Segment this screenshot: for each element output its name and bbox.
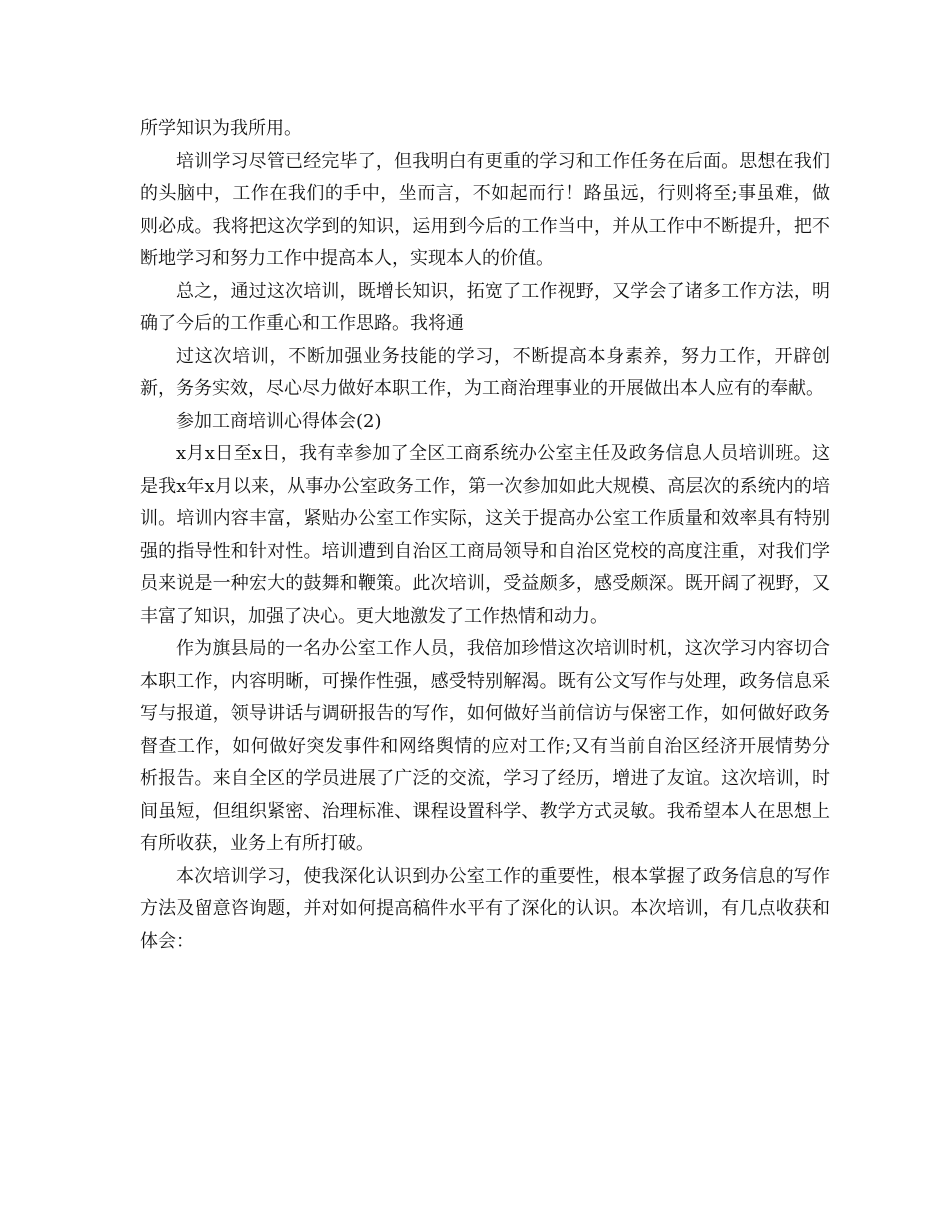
paragraph-2: 培训学习尽管已经完毕了，但我明白有更重的学习和工作任务在后面。思想在我们的头脑中，工作在我们的手中，坐而言，不如起而行！路虽远，行则将至;事虽难，做则必成。我将把这次学到的知识，运用到今后的工作当中，并从工作中不断提升，把不断地学习和努力工作中提高本人，实现本人的价值。 xyxy=(140,150,830,269)
paragraph-5: x月x日至x日，我有幸参加了全区工商系统办公室主任及政务信息人员培训班。这是我x年x月以来，从事办公室政务工作，第一次参加如此大规模、高层次的系统内的培训。培训内容丰富，紧贴办公室工作实际，这关于提高办公室工作质量和效率具有特别强的指导性和针对性。培训遭到自治区工商局领导和自治区党校的高度注重，对我们学员来说是一种宏大的鼓舞和鞭策。此次培训，受益颇多，感受颇深。既开阔了视野，又丰富了知识，加强了决心。更大地激发了工作热情和动力。 xyxy=(140,443,830,627)
paragraph-6: 作为旗县局的一名办公室工作人员，我倍加珍惜这次培训时机，这次学习内容切合本职工作，内容明晰，可操作性强，感受特别解渴。既有公文写作与处理，政务信息采写与报道，领导讲话与调研报告的写作，如何做好当前信访与保密工作，如何做好政务督查工作，如何做好突发事件和网络舆情的应对工作;又有当前自治区经济开展情势分析报告。来自全区的学员进展了广泛的交流，学习了经历，增进了友谊。这次培训，时间虽短，但组织紧密、治理标准、课程设置科学、教学方式灵敏。我希望本人在思想上有所收获，业务上有所打破。 xyxy=(140,638,830,854)
paragraph-1: 所学知识为我所用。 xyxy=(140,118,302,139)
paragraph-4: 过这次培训，不断加强业务技能的学习，不断提高本身素养，努力工作，开辟创新，务务实效，尽心尽力做好本职工作，为工商治理事业的开展做出本人应有的奉献。 xyxy=(140,345,830,399)
document-body xyxy=(140,113,830,958)
section-heading: 参加工商培训心得体会(2) xyxy=(176,410,382,432)
paragraph-7: 本次培训学习，使我深化认识到办公室工作的重要性，根本掌握了政务信息的写作方法及留意咨询题，并对如何提高稿件水平有了深化的认识。本次培训，有几点收获和体会： xyxy=(140,865,830,952)
paragraph-3: 总之，通过这次培训，既增长知识，拓宽了工作视野，又学会了诸多工作方法，明确了今后的工作重心和工作思路。我将通 xyxy=(140,280,830,334)
